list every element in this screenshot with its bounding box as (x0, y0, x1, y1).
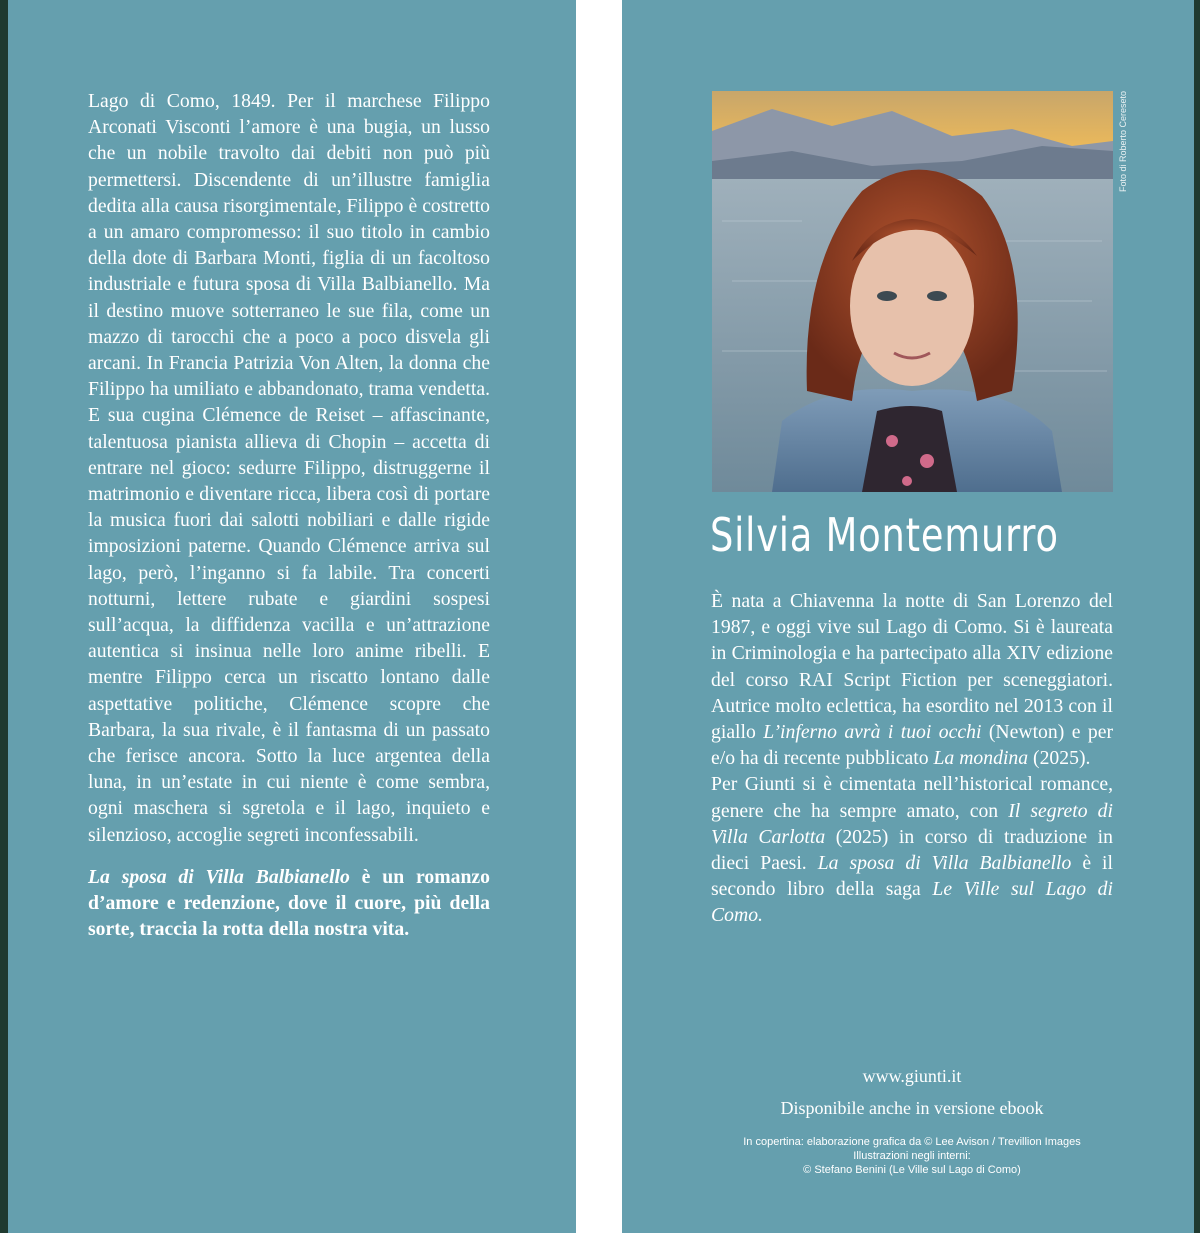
front-flap (622, 0, 1194, 1233)
synopsis-text: Lago di Como, 1849. Per il marchese Filippo Arconati Visconti l’amore è una bugia, un lusso che un nobile travolto dai debiti non può più permettersi. Discendente di un’illustre famiglia dedita alla causa risorgimentale, Filippo è costretto a un amaro compromesso: il suo titolo in cambio della dote di Barbara Monti, figlia di un facoltoso industriale e futura sposa di Villa Balbianello. Ma il destino muove sotterraneo le sue fila, come un mazzo di tarocchi che a poco a poco disvela gli arcani. In Francia Patrizia Von Alten, la donna che Filippo ha umiliato e abbandonato, trama vendetta. E sua cugina Clémence de Reiset – affascinante, talentuosa pianista allieva di Chopin – accetta di entrare nel gioco: sedurre Filippo, distruggerne il matrimonio e diventare ricca, libera così di portare la musica fuori dai salotti nobiliari e dalle rigide imposizioni paterne. Quando Clémence arriva sul lago, però, l’inganno si fa labile. Tra concerti notturni, lettere rubate e giardini sospesi sull’acqua, la diffidenza vacilla e un’attrazione autentica si insinua nelle loro anime ribelli. E mentre Filippo cerca un riscatto lontano dalle aspettative politiche, Clémence scopre che Barbara, la sua rivale, è il fantasma di un passato che ferisce ancora. Sotto la luce argentea della luna, in un’estate in cui niente è come sembra, ogni maschera si sgretola e il lago, inquieto e silenzioso, accoglie segreti inconfessabili. (88, 90, 490, 846)
bio-text: (2025) in corso di traduzione in dieci Paesi. (711, 825, 1113, 875)
cover-credit-line: In copertina: elaborazione grafica da © Lee Avison / Trevillion Images (743, 1136, 1081, 1148)
bio-text: È nata a Chiavenna la notte di San Lorenzo del 1987, e oggi vive sul Lago di Como. Si è laureata in Criminologia e ha partecipato alla XIV edizione del corso RAI Script Fiction per sceneggiatori. Autrice molto eclettica, ha esordito nel 2013 con il giallo (711, 590, 1113, 744)
publisher-website: www.giunti.it (862, 1066, 962, 1086)
book-title: Il segreto di Villa Carlotta (711, 799, 1113, 848)
tagline-book-title: La sposa di Villa Balbianello (88, 865, 350, 888)
spine-edge-right (1194, 0, 1200, 1233)
bio-paragraph-1 (711, 588, 1113, 771)
tagline-text: è un romanzo d’amore e redenzione, dove il cuore, più della sorte, traccia la rotta della nostra vita. (88, 865, 490, 941)
cover-credit-line: © Stefano Benini (Le Ville sul Lago di Como) (803, 1164, 1021, 1176)
synopsis-block (88, 88, 490, 943)
author-name: Silvia Montemurro (710, 508, 1059, 562)
photo-credit: Foto di Roberto Cereseto (1118, 91, 1128, 193)
book-title: L’inferno avrà i tuoi occhi (763, 721, 982, 744)
back-flap (8, 0, 576, 1233)
spine-edge-left (0, 0, 8, 1233)
tagline (88, 864, 490, 943)
author-photo (712, 91, 1113, 492)
book-title: La mondina (933, 747, 1029, 770)
author-bio (711, 588, 1113, 929)
cover-credits (622, 1135, 1200, 1177)
bio-text: (Newton) e per e/o ha di recente pubblicato (711, 721, 1114, 770)
bio-text: è il secondo libro della saga (711, 852, 1114, 901)
bio-text: Per Giunti si è cimentata nell’historical romance, genere che ha sempre amato, con (711, 773, 1113, 822)
ebook-note: Disponibile anche in versione ebook (780, 1098, 1044, 1118)
bio-paragraph-2 (711, 771, 1113, 928)
book-title: La sposa di Villa Balbianello (817, 852, 1072, 875)
bio-text: (2025). (1028, 747, 1091, 770)
author-portrait-image (712, 91, 1113, 492)
saga-title: Le Ville sul Lago di Como. (711, 878, 1113, 927)
cover-credit-line: Illustrazioni negli interni: (853, 1150, 971, 1162)
